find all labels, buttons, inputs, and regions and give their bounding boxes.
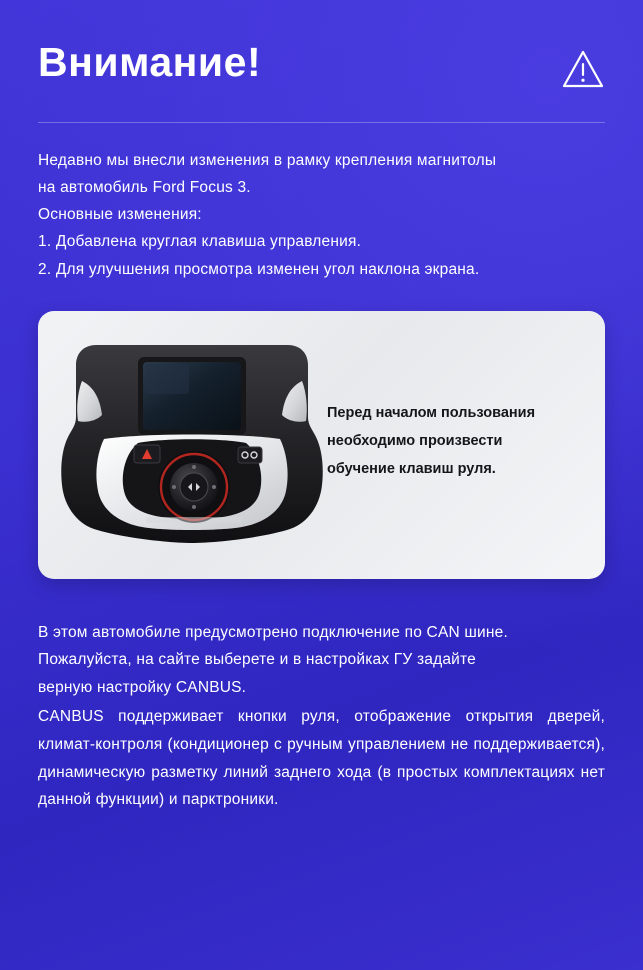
intro-line-3: Основные изменения: <box>38 206 202 224</box>
page-title: Внимание! <box>38 39 262 85</box>
card-note-line-1: Перед началом пользования <box>327 404 536 421</box>
intro-line-4: 1. Добавлена круглая клавиша управления. <box>38 233 362 251</box>
body-paragraph-2: CANBUS поддерживает кнопки руля, отображение открытия дверей, климат-контроля (кондиционер с ручным управлением не поддерживается), динамическую разметку линий заднего хода (в простых комплектациях нет данной функции) и парктроники. <box>38 708 605 809</box>
page-header <box>0 0 643 92</box>
card-note-line-2: необходимо произвести <box>327 432 503 449</box>
ford-focus-3-head-unit-photo <box>42 321 342 571</box>
body-paragraph-1-line-1: В этом автомобиле предусмотрено подключение по CAN шине. <box>38 623 508 641</box>
intro-text-block <box>0 123 643 283</box>
card-note-line-3: обучение клавиш руля. <box>327 461 496 478</box>
intro-line-2: на автомобиль Ford Focus 3. <box>38 179 251 197</box>
intro-line-5: 2. Для улучшения просмотра изменен угол наклона экрана. <box>38 260 480 278</box>
body-paragraph-1-line-2: Пожалуйста, на сайте выберете и в настройках ГУ задайте <box>38 651 476 669</box>
card-note-text <box>327 399 579 484</box>
body-paragraph-1-line-3: верную настройку CANBUS. <box>38 678 247 696</box>
intro-line-1: Недавно мы внесли изменения в рамку крепления магнитолы <box>38 152 497 169</box>
product-photo-card <box>38 311 605 579</box>
warning-triangle-icon <box>561 48 605 92</box>
body-text-block <box>0 579 643 814</box>
